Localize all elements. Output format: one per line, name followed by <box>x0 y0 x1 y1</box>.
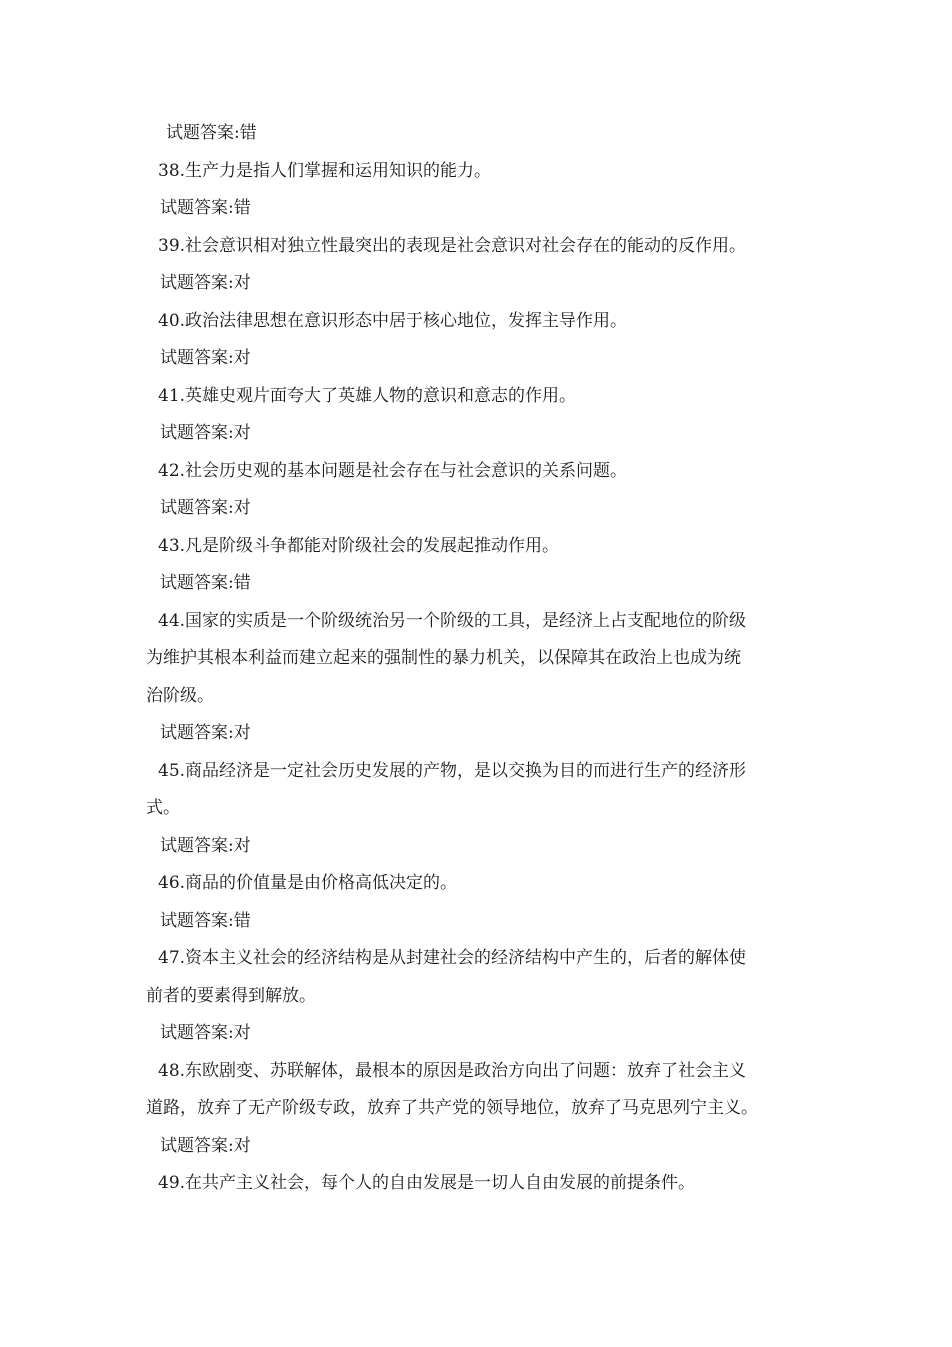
answer-line: 试题答案:错 <box>160 573 251 593</box>
answer-line: 试题答案:对 <box>160 1023 251 1043</box>
question-line: 45.商品经济是一定社会历史发展的产物，是以交换为目的而进行生产的经济形 <box>158 760 747 781</box>
question-line: 42.社会历史观的基本问题是社会存在与社会意识的关系问题。 <box>158 460 628 481</box>
question-continuation-line: 治阶级。 <box>146 685 214 706</box>
answer-line: 试题答案:对 <box>160 835 251 856</box>
question-line: 47.资本主义社会的经济结构是从封建社会的经济结构中产生的，后者的解体使 <box>158 948 747 968</box>
answer-line: 试题答案:错 <box>166 123 257 143</box>
question-line: 40.政治法律思想在意识形态中居于核心地位，发挥主导作用。 <box>158 310 628 331</box>
answer-line: 试题答案:对 <box>160 273 251 293</box>
question-continuation-line: 为维护其根本利益而建立起来的强制性的暴力机关，以保障其在政治上也成为统 <box>146 648 741 668</box>
question-line: 48.东欧剧变、苏联解体，最根本的原因是政治方向出了问题：放弃了社会主义 <box>158 1060 747 1081</box>
question-line: 38.生产力是指人们掌握和运用知识的能力。 <box>158 160 492 181</box>
question-line: 41.英雄史观片面夸大了英雄人物的意识和意志的作用。 <box>158 385 577 406</box>
question-line: 46.商品的价值量是由价格高低决定的。 <box>158 873 458 893</box>
answer-line: 试题答案:错 <box>160 198 251 218</box>
question-continuation-line: 道路，放弃了无产阶级专政，放弃了共产党的领导地位，放弃了马克思列宁主义。 <box>146 1098 758 1118</box>
question-line: 39.社会意识相对独立性最突出的表现是社会意识对社会存在的能动的反作用。 <box>158 235 747 256</box>
answer-line: 试题答案:错 <box>160 910 251 931</box>
question-line: 49.在共产主义社会，每个人的自由发展是一切人自由发展的前提条件。 <box>158 1173 696 1193</box>
answer-line: 试题答案:对 <box>160 1135 251 1156</box>
answer-line: 试题答案:对 <box>160 498 251 518</box>
question-continuation-line: 前者的要素得到解放。 <box>146 985 316 1006</box>
question-continuation-line: 式。 <box>146 798 180 818</box>
question-line: 43.凡是阶级斗争都能对阶级社会的发展起推动作用。 <box>158 535 560 556</box>
answer-line: 试题答案:对 <box>160 423 251 443</box>
question-list <box>146 115 812 1203</box>
question-line: 44.国家的实质是一个阶级统治另一个阶级的工具，是经济上占支配地位的阶级 <box>158 610 747 631</box>
answer-line: 试题答案:对 <box>160 723 251 743</box>
answer-line: 试题答案:对 <box>160 348 251 368</box>
